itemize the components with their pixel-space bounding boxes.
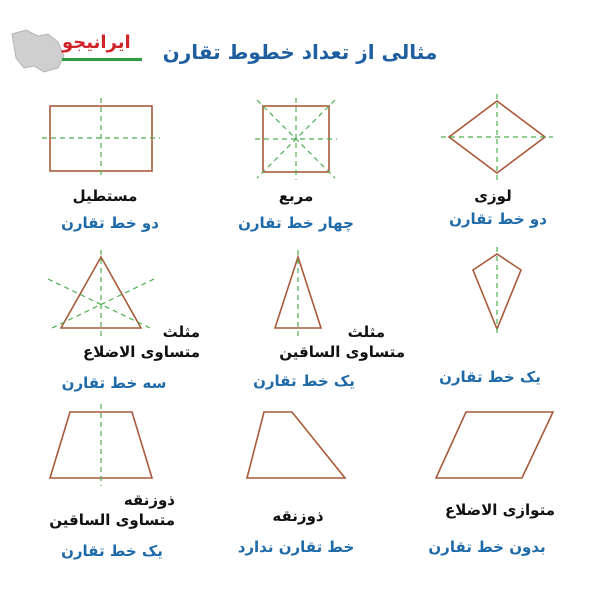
symmetry-count-isosceles-trapezoid: یک خط تقارن xyxy=(61,542,163,560)
logo-text: ایرانیجو xyxy=(62,32,131,53)
parallelogram-shape xyxy=(436,412,553,478)
page-title: مثالی از تعداد خطوط تقارن xyxy=(162,40,438,64)
symmetry-line xyxy=(48,279,152,329)
shape-name-rhombus: لوزی xyxy=(474,187,512,205)
shape-name-equilateral-line2: متساوی الاضلاع xyxy=(82,343,200,361)
symmetry-count-rhombus: دو خط تقارن xyxy=(449,210,547,228)
shape-name-isosceles-trapezoid-line2: متساوی الساقین xyxy=(49,511,175,529)
shape-name-rectangle: مستطیل xyxy=(72,187,138,205)
symmetry-count-isosceles: یک خط تقارن xyxy=(253,372,355,390)
symmetry-count-equilateral: سه خط تقارن xyxy=(61,374,167,392)
shape-name-equilateral-line1: مثلث xyxy=(162,323,200,341)
symmetry-count-square: چهار خط تقارن xyxy=(238,214,354,232)
shape-name-parallelogram: متوازی الاضلاع xyxy=(444,501,555,519)
symmetry-count-trapezoid: خط تقارن ندارد xyxy=(237,538,355,556)
symmetry-count-kite: یک خط تقارن xyxy=(439,368,541,386)
shape-name-isosceles-trapezoid-line1: ذوزنقه xyxy=(123,491,175,509)
shape-name-trapezoid: ذوزنقه xyxy=(272,507,324,525)
symmetry-line xyxy=(50,279,154,329)
symmetry-count-rectangle: دو خط تقارن xyxy=(61,214,159,232)
symmetry-count-parallelogram: بدون خط تقارن xyxy=(428,538,546,556)
shape-name-square: مربع xyxy=(278,187,314,205)
trapezoid-shape xyxy=(247,412,345,478)
shape-name-isosceles-line1: مثلث xyxy=(347,323,385,341)
shape-name-isosceles-line2: متساوی الساقین xyxy=(279,343,405,361)
